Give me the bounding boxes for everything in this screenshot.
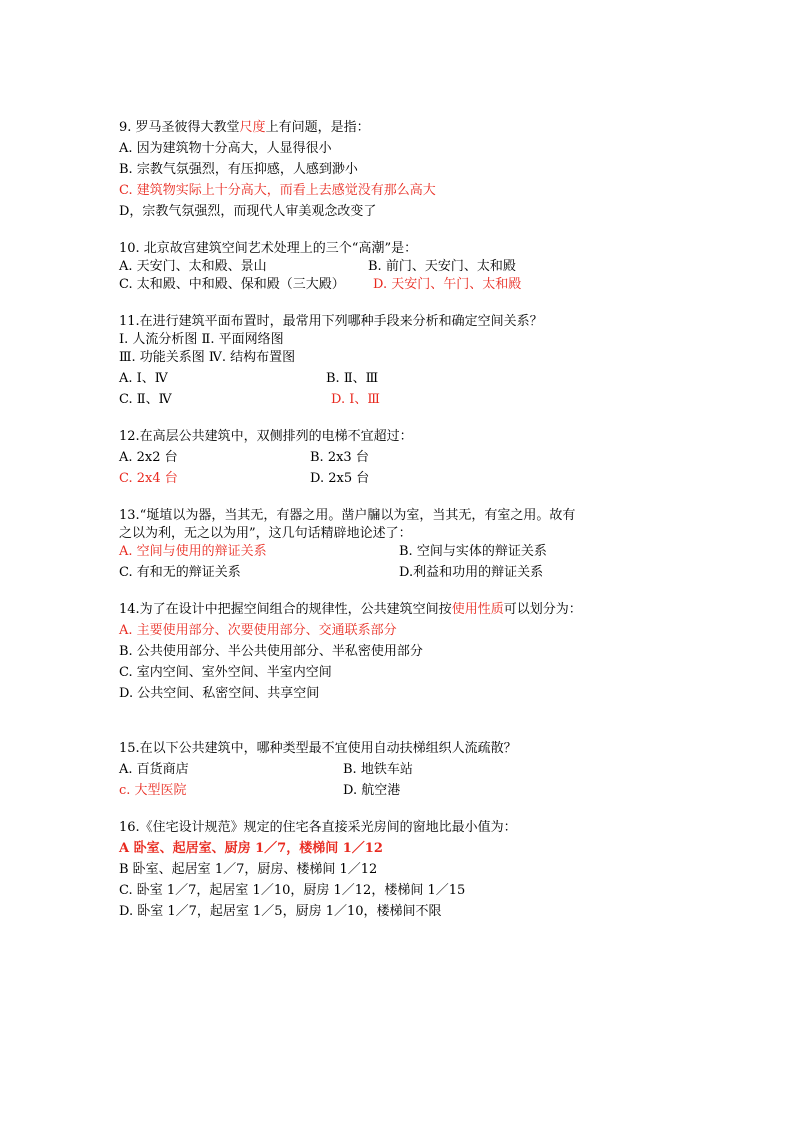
option-d: D. 航空港	[343, 783, 401, 798]
option-c-answer: C. 2x4 台	[119, 471, 178, 486]
option-d-answer: D. 天安门、午门、太和殿	[373, 277, 522, 292]
sub-item: Ⅲ. 功能关系图 Ⅳ. 结构布置图	[119, 350, 296, 365]
option-c: C. 室内空间、室外空间、半室内空间	[119, 665, 332, 680]
option-b: B 卧室、起居室 1／7，厨房、楼梯间 1／12	[119, 862, 378, 877]
option-c: C. 卧室 1／7，起居室 1／10，厨房 1／12，楼梯间 1／15	[119, 883, 466, 898]
highlight-term: 使用性质	[451, 602, 504, 617]
option-d: D.利益和功用的辩证关系	[399, 565, 544, 580]
question-14	[119, 601, 582, 619]
option-a-answer: A. 主要使用部分、次要使用部分、交通联系部分	[119, 623, 397, 638]
option-c: C. 太和殿、中和殿、保和殿（三大殿）	[119, 277, 345, 292]
question-text: 上有问题，是指：	[265, 120, 370, 135]
option-a: A. 因为建筑物十分高大，人显得很小	[119, 141, 332, 156]
question-12: 12.在高层公共建筑中，双侧排列的电梯不宜超过：	[119, 429, 413, 444]
option-c-answer: C. 建筑物实际上十分高大，而看上去感觉没有那么高大	[119, 183, 436, 198]
option-c: C. Ⅱ、Ⅳ	[119, 392, 172, 407]
option-b: B. 空间与实体的辩证关系	[399, 544, 547, 559]
option-a: A. Ⅰ、Ⅳ	[119, 371, 168, 386]
question-text: 9. 罗马圣彼得大教堂	[119, 120, 240, 135]
option-d: D. 2x5 台	[310, 471, 370, 486]
option-a: A. 百货商店	[119, 762, 189, 777]
option-b: B. 地铁车站	[343, 762, 413, 777]
option-a-answer: A 卧室、起居室、厨房 1／7，楼梯间 1／12	[119, 841, 383, 856]
option-d-answer: D. Ⅰ、Ⅲ	[331, 392, 380, 407]
option-b: B. 宗教气氛强烈，有压抑感，人感到渺小	[119, 162, 358, 177]
option-c-answer: c. 大型医院	[119, 783, 187, 798]
question-13-cont: 之以为利，无之以为用”，这几句话精辟地论述了：	[119, 526, 412, 541]
question-11: 11.在进行建筑平面布置时，最常用下列哪种手段来分析和确定空间关系？	[119, 314, 543, 329]
option-d: D. 卧室 1／7，起居室 1／5，厨房 1／10，楼梯间不限	[119, 904, 442, 919]
option-b: B. 公共使用部分、半公共使用部分、半私密使用部分	[119, 644, 423, 659]
option-b: B. Ⅱ、Ⅲ	[326, 371, 379, 386]
question-13: 13.“埏埴以为器，当其无，有器之用。凿户牖以为室，当其无，有室之用。故有	[119, 508, 576, 523]
question-text: 可以划分为：	[503, 602, 582, 617]
question-9	[119, 119, 370, 137]
option-a: A. 2x2 台	[119, 450, 178, 465]
highlight-term: 尺度	[239, 120, 266, 135]
option-c: C. 有和无的辩证关系	[119, 565, 241, 580]
option-a: A. 天安门、太和殿、景山	[119, 259, 267, 274]
sub-item: Ⅰ. 人流分析图 Ⅱ. 平面网络图	[119, 332, 284, 347]
option-d: D. 公共空间、私密空间、共享空间	[119, 686, 320, 701]
question-16: 16.《住宅设计规范》规定的住宅各直接采光房间的窗地比最小值为：	[119, 820, 517, 835]
option-b: B. 前门、天安门、太和殿	[368, 259, 516, 274]
question-text: 14.为了在设计中把握空间组合的规律性，公共建筑空间按	[119, 602, 452, 617]
option-b: B. 2x3 台	[310, 450, 369, 465]
option-a-answer: A. 空间与使用的辩证关系	[119, 544, 267, 559]
question-15: 15.在以下公共建筑中，哪种类型最不宜使用自动扶梯组织人流疏散？	[119, 741, 517, 756]
option-d: D，宗教气氛强烈，而现代人审美观念改变了	[119, 204, 377, 219]
question-10: 10. 北京故宫建筑空间艺术处理上的三个“高潮”是：	[119, 241, 418, 256]
